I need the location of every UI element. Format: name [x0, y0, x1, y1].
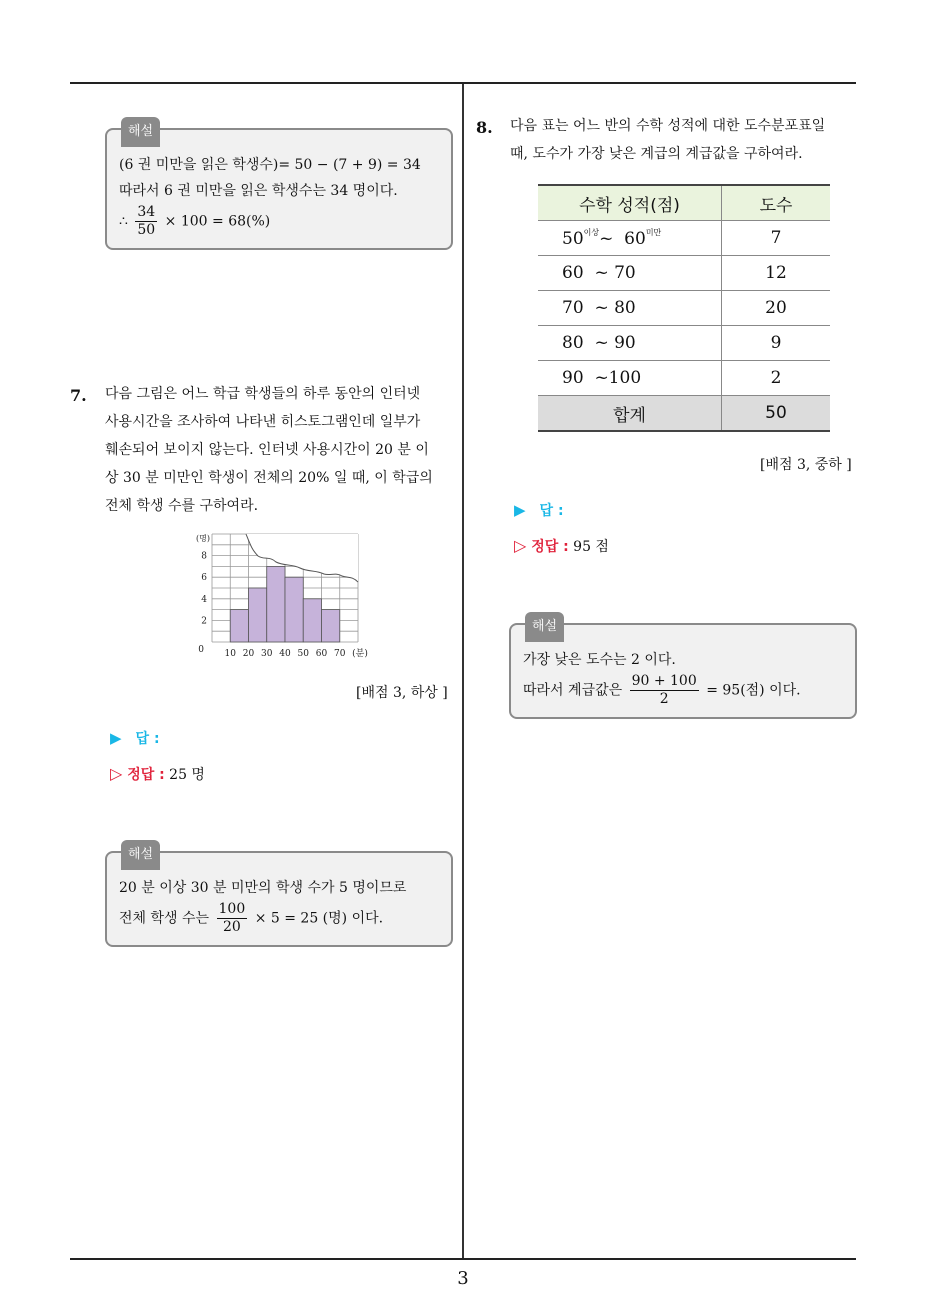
solution-box-q8 — [509, 619, 857, 719]
total-value: 50 — [722, 396, 831, 432]
y-tick-label: 8 — [201, 551, 207, 562]
play-icon: ▶ — [514, 501, 526, 519]
histogram-bar — [322, 610, 340, 642]
count-cell: 7 — [722, 221, 831, 256]
correct-answer-q7 — [110, 764, 205, 784]
table-row — [538, 361, 830, 396]
x-axis-label: (분) — [352, 649, 368, 659]
column-divider — [462, 84, 464, 1258]
correct-label: ▷ 정답 : — [514, 536, 569, 555]
solution-tag: 해설 — [525, 612, 564, 642]
count-cell: 12 — [722, 256, 831, 291]
table-row — [538, 326, 830, 361]
question-line: 상 30 분 미만인 학생이 전체의 20% 일 때, 이 학급의 — [105, 470, 433, 486]
y-tick-label: 6 — [201, 573, 207, 584]
header-score: 수학 성적(점) — [538, 185, 722, 221]
question-line: 훼손되어 보이지 않는다. 인터넷 사용시간이 20 분 이 — [105, 442, 429, 458]
outline-triangle-icon: ▷ — [110, 764, 123, 783]
x-tick-label: 60 — [315, 649, 328, 659]
solution-formula — [119, 901, 439, 936]
answer-label-q7 — [110, 728, 160, 748]
origin-label: 0 — [198, 645, 204, 655]
x-tick-label: 10 — [224, 649, 236, 659]
correct-value: 95 점 — [573, 539, 609, 555]
solution-line: 가장 낮은 도수는 2 이다. — [523, 652, 676, 668]
x-tick-label: 50 — [297, 649, 309, 659]
question-line: 때, 도수가 가장 낮은 계급의 계급값을 구하여라. — [510, 146, 803, 162]
y-axis-label: (명) — [196, 534, 210, 543]
histogram-bar — [249, 588, 267, 642]
answer-label-text: 답 : — [539, 503, 564, 519]
y-tick-label: 2 — [201, 616, 207, 627]
range-cell: $50^{이상}\sim$ $60^{미만}$ — [538, 221, 722, 256]
fraction-denominator: 50 — [137, 222, 156, 238]
question-text-8 — [510, 112, 860, 168]
fraction-numerator: 100 — [218, 901, 246, 917]
solution-tag: 해설 — [121, 117, 160, 147]
histogram-chart — [188, 530, 378, 660]
page-number: 3 — [457, 1268, 469, 1289]
answer-input-q7[interactable] — [180, 724, 430, 748]
fraction — [630, 673, 699, 708]
formula-tail: = 95(점) 이다. — [706, 682, 801, 699]
range-cell: 90 ~100 — [538, 361, 722, 396]
score-q8: [배점 3, 중하 ] — [760, 457, 852, 473]
count-cell: 9 — [722, 326, 831, 361]
fraction-numerator: 34 — [137, 204, 156, 220]
table-row — [538, 256, 830, 291]
formula-prefix: 따라서 계급값은 — [523, 682, 623, 699]
x-tick-label: 30 — [261, 649, 273, 659]
therefore-symbol: ∴ — [119, 213, 128, 230]
answer-input-q8[interactable] — [584, 496, 834, 520]
chart-bars — [230, 566, 340, 642]
score-q7: [배점 3, 하상 ] — [356, 685, 448, 701]
question-text-7 — [105, 380, 457, 520]
correct-value: 25 명 — [169, 767, 205, 783]
solution-line: 20 분 이상 30 분 미만의 학생 수가 5 명이므로 — [119, 880, 407, 896]
formula-tail: × 5 = 25 (명) 이다. — [254, 910, 384, 927]
question-line: 다음 그림은 어느 학급 학생들의 하루 동안의 인터넷 — [105, 386, 421, 402]
formula-prefix: 전체 학생 수는 — [119, 910, 210, 927]
play-icon: ▶ — [110, 729, 122, 747]
histogram-bar — [267, 566, 285, 642]
fraction-denominator: 20 — [222, 919, 241, 935]
histogram-bar — [303, 599, 321, 642]
question-line: 사용시간을 조사하여 나타낸 히스토그램인데 일부가 — [105, 414, 421, 430]
range-cell: 60 ~ 70 — [538, 256, 722, 291]
count-cell: 2 — [722, 361, 831, 396]
outline-triangle-icon: ▷ — [514, 536, 527, 555]
count-cell: 20 — [722, 291, 831, 326]
x-tick-label: 70 — [334, 649, 346, 659]
question-number-7: 7. — [70, 386, 87, 405]
solution-formula — [523, 673, 843, 708]
total-label: 합계 — [538, 396, 722, 432]
histogram-bar — [285, 577, 303, 642]
fraction-numerator: 90 + 100 — [631, 673, 697, 689]
answer-label-text: 답 : — [135, 731, 160, 747]
solution-line: (6 권 미만을 읽은 학생수)= 50 − (7 + 9) = 34 — [119, 157, 421, 173]
table-header-row — [538, 185, 830, 221]
table-row — [538, 221, 830, 256]
correct-answer-q8 — [514, 536, 609, 556]
question-line: 전체 학생 수를 구하여라. — [105, 498, 259, 514]
range-cell: 80 ~ 90 — [538, 326, 722, 361]
table-total-row — [538, 396, 830, 432]
fraction-denominator: 2 — [659, 691, 669, 707]
answer-label-q8 — [514, 500, 564, 520]
solution-formula — [119, 204, 439, 239]
solution-box-q6 — [105, 124, 453, 250]
x-tick-label: 20 — [242, 649, 255, 659]
formula-tail: × 100 = 68(%) — [164, 213, 271, 230]
question-number-8: 8. — [476, 118, 493, 137]
solution-tag: 해설 — [121, 840, 160, 870]
header-frequency: 도수 — [722, 185, 831, 221]
table-row — [538, 291, 830, 326]
fraction — [135, 204, 157, 239]
range-cell: 70 ~ 80 — [538, 291, 722, 326]
bottom-rule — [70, 1258, 856, 1260]
correct-label: ▷ 정답 : — [110, 764, 165, 783]
solution-line: 따라서 6 권 미만을 읽은 학생수는 34 명이다. — [119, 183, 398, 199]
histogram-bar — [230, 610, 248, 642]
frequency-table — [538, 184, 830, 432]
solution-box-q7 — [105, 847, 453, 947]
y-tick-label: 4 — [201, 594, 207, 605]
x-tick-label: 40 — [279, 649, 291, 659]
fraction — [217, 901, 248, 936]
question-line: 다음 표는 어느 반의 수학 성적에 대한 도수분포표일 — [510, 118, 826, 134]
